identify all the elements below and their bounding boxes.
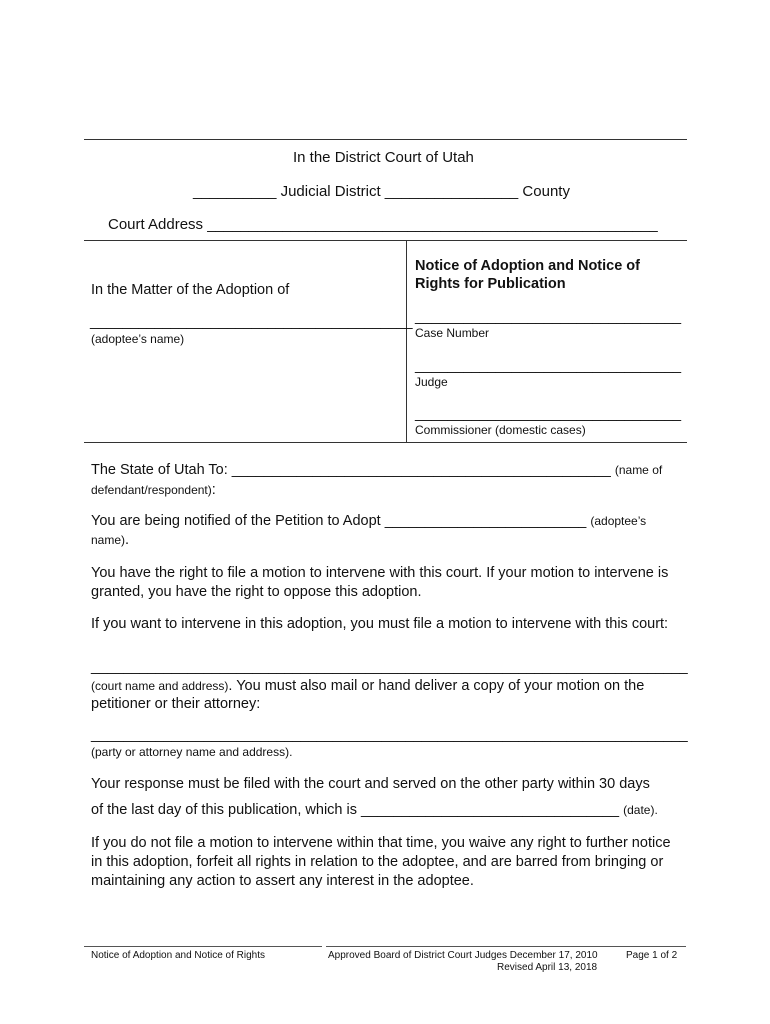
state-to-colon: : <box>211 482 216 498</box>
case-number-line: _________________________________ <box>415 309 682 325</box>
notified-text: You are being notified of the Petition to Adopt _________________________ <box>91 513 587 529</box>
notified-line <box>91 513 646 529</box>
defendant-hint: defendant/respondent) <box>91 483 212 497</box>
response-deadline-line-2 <box>91 802 658 818</box>
state-to-line <box>91 462 662 478</box>
commissioner-line: _________________________________ <box>415 406 682 422</box>
petitioner-line: petitioner or their attorney: <box>91 696 261 712</box>
publication-date-text: of the last day of this publication, which is ________________________________ <box>91 802 620 818</box>
court-name-address-hint: (court name and address) <box>91 679 229 693</box>
document-title-line-1: Notice of Adoption and Notice of <box>415 258 640 274</box>
case-number-label: Case Number <box>415 326 490 340</box>
footer-revised: Revised April 13, 2018 <box>497 962 598 973</box>
adoptee-name-label: (adoptee’s name) <box>91 332 185 346</box>
adoptee-name-line: ________________________________________ <box>90 314 413 330</box>
top-rule <box>84 139 687 140</box>
notified-hint: (adoptee’s <box>590 514 647 528</box>
state-to-hint: (name of <box>614 463 663 477</box>
document-title-line-2: Rights for Publication <box>415 276 566 292</box>
right-to-intervene-paragraph: You have the right to file a motion to intervene with this court. If your motion to intervene is granted, you have the right to oppose this adoption. <box>91 565 669 600</box>
court-address-blank-line: __________________________________________________________________________ <box>91 659 688 675</box>
judge-line: _________________________________ <box>415 358 682 374</box>
court-title: In the District Court of Utah <box>293 149 474 166</box>
notified-period: . <box>125 532 130 548</box>
footer-rule-left <box>84 946 322 947</box>
mail-copy-text: . You must also mail or hand deliver a copy of your motion on the <box>228 678 645 694</box>
footer-form-name: Notice of Adoption and Notice of Rights <box>91 950 265 961</box>
adoptee-name-hint: name) <box>91 533 126 547</box>
waiver-paragraph: If you do not file a motion to intervene within that time, you waive any right to further notice in this adoption, forfeit all rights in relation to the adoptee, and are barred from bringing or maintaining any action to assert any interest in the adoptee. <box>91 835 671 889</box>
caption-divider <box>406 240 407 442</box>
footer-rule-right <box>326 946 686 947</box>
state-to-text: The State of Utah To: _______________________________________________ <box>91 462 611 478</box>
caption-bottom-rule <box>84 442 687 443</box>
matter-label: In the Matter of the Adoption of <box>91 282 290 298</box>
district-county-line: __________ Judicial District ________________ County <box>193 183 570 200</box>
how-to-intervene-paragraph: If you want to intervene in this adoption, you must file a motion to intervene with this court: <box>91 616 669 632</box>
state-to-line-2 <box>91 481 216 499</box>
footer-page-number: Page 1 of 2 <box>626 950 678 961</box>
court-address-line: Court Address ______________________________________________________ <box>108 216 658 233</box>
footer-approved: Approved Board of District Court Judges December 17, 2010 <box>328 950 598 961</box>
notified-line-2 <box>91 531 129 549</box>
response-deadline-line-1: Your response must be filed with the court and served on the other party within 30 days <box>91 776 650 792</box>
date-hint: (date). <box>623 803 658 817</box>
judge-label: Judge <box>415 375 448 389</box>
party-blank-line: __________________________________________________________________________ <box>91 727 688 743</box>
caption-top-rule <box>84 240 687 241</box>
party-attorney-hint: (party or attorney name and address). <box>91 745 293 759</box>
commissioner-label: Commissioner (domestic cases) <box>415 423 586 437</box>
mail-copy-line <box>91 678 644 694</box>
